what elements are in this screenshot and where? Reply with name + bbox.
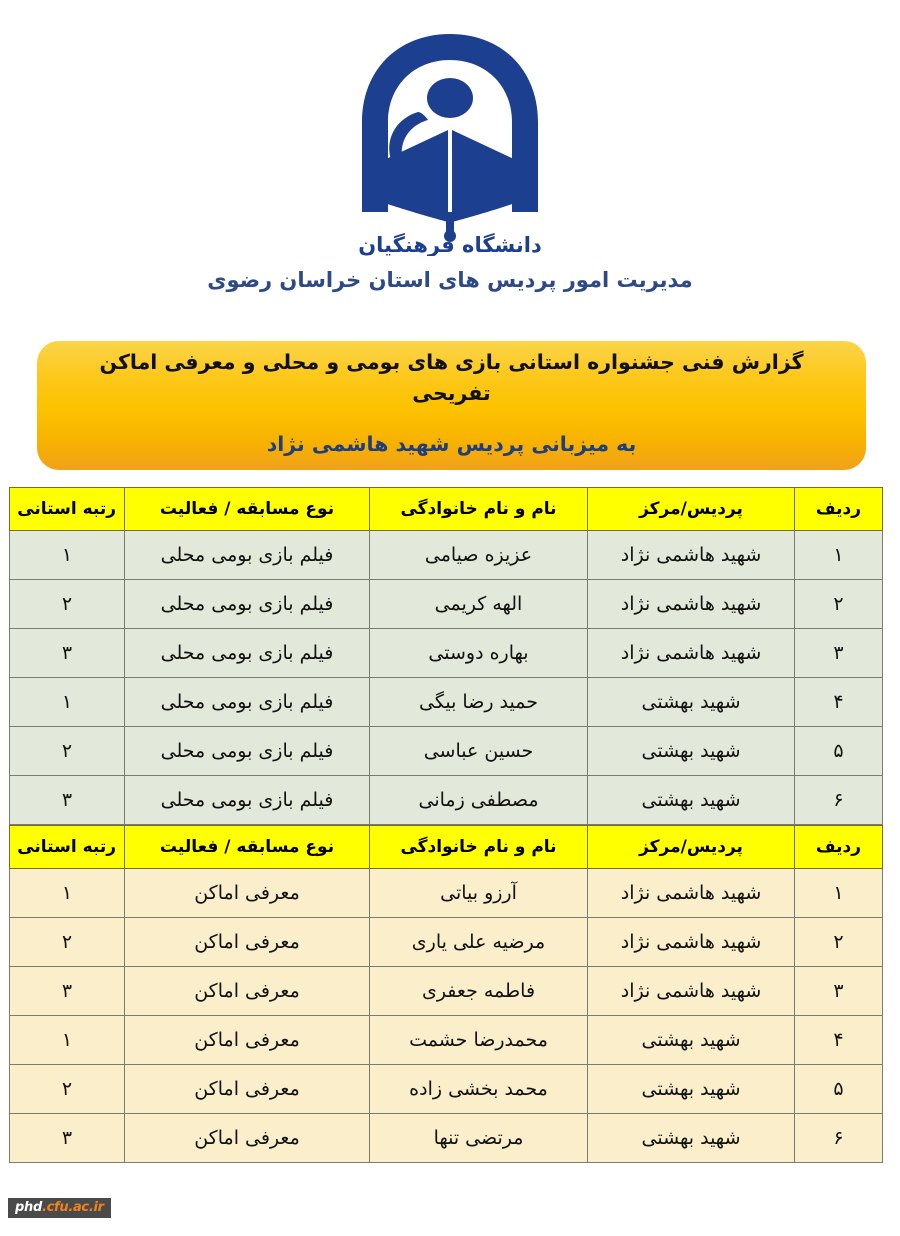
cell-campus: شهید هاشمی نژاد [588, 967, 795, 1016]
cell-radif: ۳ [795, 629, 883, 678]
cell-radif: ۱ [795, 869, 883, 918]
table-row [10, 776, 883, 825]
cell-campus: شهید بهشتی [588, 727, 795, 776]
table-header-row [10, 826, 883, 869]
cell-activity: فیلم بازی بومی محلی [125, 580, 370, 629]
cell-rank: ۱ [10, 869, 125, 918]
cell-name: حسین عباسی [370, 727, 588, 776]
cell-radif: ۴ [795, 1016, 883, 1065]
table-row [10, 727, 883, 776]
cell-radif: ۶ [795, 1114, 883, 1163]
cell-activity: فیلم بازی بومی محلی [125, 531, 370, 580]
cell-campus: شهید بهشتی [588, 1065, 795, 1114]
column-header-radif: ردیف [795, 826, 883, 869]
cell-rank: ۲ [10, 580, 125, 629]
cell-campus: شهید هاشمی نژاد [588, 629, 795, 678]
cell-name: عزیزه صیامی [370, 531, 588, 580]
column-header-campus: پردیس/مرکز [588, 826, 795, 869]
cell-activity: معرفی اماکن [125, 1114, 370, 1163]
cell-campus: شهید بهشتی [588, 776, 795, 825]
cell-campus: شهید هاشمی نژاد [588, 918, 795, 967]
cell-rank: ۳ [10, 967, 125, 1016]
cell-name: بهاره دوستی [370, 629, 588, 678]
table-row [10, 869, 883, 918]
logo-caption-text: دانشگاه فرهنگیان [358, 233, 542, 256]
cell-radif: ۵ [795, 1065, 883, 1114]
cell-name: آرزو بیاتی [370, 869, 588, 918]
cell-rank: ۱ [10, 531, 125, 580]
cell-name: محمد بخشی زاده [370, 1065, 588, 1114]
cell-radif: ۱ [795, 531, 883, 580]
cell-campus: شهید بهشتی [588, 1114, 795, 1163]
column-header-activity: نوع مسابقه / فعالیت [125, 488, 370, 531]
cell-radif: ۲ [795, 918, 883, 967]
results-tables [10, 487, 883, 1163]
table-row [10, 531, 883, 580]
cell-rank: ۲ [10, 918, 125, 967]
cell-campus: شهید هاشمی نژاد [588, 869, 795, 918]
table-header-row [10, 488, 883, 531]
cell-name: فاطمه جعفری [370, 967, 588, 1016]
table-row [10, 629, 883, 678]
farhangian-university-logo-icon [340, 26, 560, 256]
cell-name: حمید رضا بیگی [370, 678, 588, 727]
table-row [10, 1065, 883, 1114]
cell-radif: ۵ [795, 727, 883, 776]
column-header-activity: نوع مسابقه / فعالیت [125, 826, 370, 869]
column-header-name: نام و نام خانوادگی [370, 826, 588, 869]
column-header-campus: پردیس/مرکز [588, 488, 795, 531]
watermark-dot: . [41, 1200, 47, 1215]
organization-header: مدیریت امور پردیس های استان خراسان رضوی [207, 268, 693, 292]
table-row [10, 678, 883, 727]
cell-activity: معرفی اماکن [125, 918, 370, 967]
column-header-rank: رتبه استانی [10, 826, 125, 869]
report-title-line-2: به میزبانی پردیس شهید هاشمی نژاد [266, 431, 637, 456]
column-header-rank: رتبه استانی [10, 488, 125, 531]
table-row [10, 1114, 883, 1163]
watermark-prefix: phd [15, 1200, 42, 1215]
table-row [10, 580, 883, 629]
cell-rank: ۲ [10, 1065, 125, 1114]
cell-activity: فیلم بازی بومی محلی [125, 629, 370, 678]
cell-radif: ۴ [795, 678, 883, 727]
report-title-card [37, 341, 866, 470]
cell-campus: شهید هاشمی نژاد [588, 580, 795, 629]
cell-activity: فیلم بازی بومی محلی [125, 727, 370, 776]
column-header-radif: ردیف [795, 488, 883, 531]
cell-name: مرضیه علی یاری [370, 918, 588, 967]
logo-container [0, 0, 900, 256]
cell-campus: شهید بهشتی [588, 1016, 795, 1065]
cell-name: مرتضی تنها [370, 1114, 588, 1163]
cell-activity: معرفی اماکن [125, 1065, 370, 1114]
cell-rank: ۱ [10, 678, 125, 727]
cell-radif: ۶ [795, 776, 883, 825]
film-results-table [9, 487, 883, 825]
cell-campus: شهید بهشتی [588, 678, 795, 727]
cell-activity: معرفی اماکن [125, 1016, 370, 1065]
cell-rank: ۲ [10, 727, 125, 776]
site-watermark [8, 1198, 111, 1218]
cell-activity: فیلم بازی بومی محلی [125, 776, 370, 825]
report-title-line-1: گزارش فنی جشنواره استانی بازی های بومی و محلی و معرفی اماکن تفریحی [99, 350, 804, 406]
cell-activity: معرفی اماکن [125, 967, 370, 1016]
cell-activity: فیلم بازی بومی محلی [125, 678, 370, 727]
table-row [10, 918, 883, 967]
cell-radif: ۳ [795, 967, 883, 1016]
column-header-name: نام و نام خانوادگی [370, 488, 588, 531]
cell-rank: ۳ [10, 776, 125, 825]
cell-radif: ۲ [795, 580, 883, 629]
cell-rank: ۳ [10, 629, 125, 678]
cell-rank: ۳ [10, 1114, 125, 1163]
cell-name: مصطفی زمانی [370, 776, 588, 825]
cell-rank: ۱ [10, 1016, 125, 1065]
cell-name: الهه کریمی [370, 580, 588, 629]
cell-campus: شهید هاشمی نژاد [588, 531, 795, 580]
cell-activity: معرفی اماکن [125, 869, 370, 918]
cell-name: محمدرضا حشمت [370, 1016, 588, 1065]
table-row [10, 1016, 883, 1065]
watermark-domain: cfu.ac.ir [46, 1200, 104, 1215]
places-results-table [9, 825, 883, 1163]
table-row [10, 967, 883, 1016]
